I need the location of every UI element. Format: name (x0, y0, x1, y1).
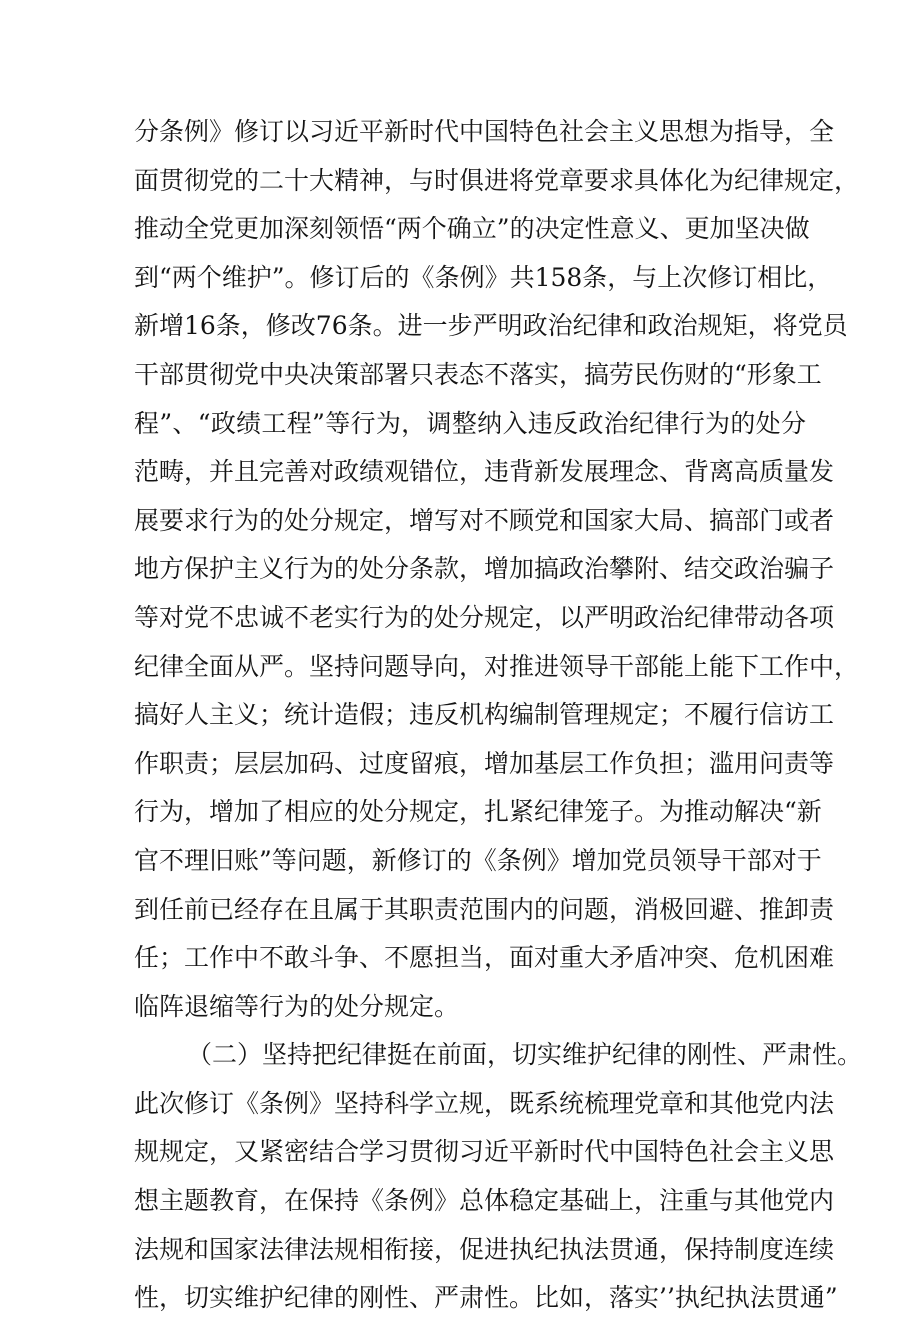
text-line: 干部贯彻党中央决策部署只表态不落实，搞劳民伤财的“形象工 (134, 359, 822, 389)
text-line: 等对党不忠诚不老实行为的处分规定，以严明政治纪律带动各项 (134, 602, 835, 632)
text-line: 任；工作中不敢斗争、不愿担当，面对重大矛盾冲突、危机困难 (134, 943, 835, 973)
text-line: 展要求行为的处分规定，增写对不顾党和国家大局、搞部门或者 (134, 505, 835, 535)
text-line: 作职责；层层加码、过度留痕，增加基层工作负担；滥用问责等 (134, 748, 835, 778)
text-line: 地方保护主义行为的处分条款，增加搞政治攀附、结交政治骗子 (134, 554, 835, 584)
text-line: 到任前已经存在且属于其职责范围内的问题，消极回避、推卸责 (134, 894, 835, 924)
text-line: 推动全党更加深刻领悟“两个确立”的决定性意义、更加坚决做 (134, 214, 810, 244)
text-line: 纪律全面从严。坚持问题导向，对推进领导干部能上能下工作中， (134, 651, 860, 681)
paragraph-end-line: 临阵退缩等行为的处分规定。 (134, 991, 460, 1021)
text-line: 到“两个维护”。修订后的《条例》共158条，与上次修订相比， (134, 262, 833, 292)
text-line: 法规和国家法律法规相衔接，促进执纪执法贯通，保持制度连续 (134, 1234, 835, 1264)
text-line: 此次修订《条例》坚持科学立规，既系统梳理党章和其他党内法 (134, 1088, 835, 1118)
text-line: 行为，增加了相应的处分规定，扎紧纪律笼子。为推动解决“新 (134, 797, 822, 827)
text-line: 面贯彻党的二十大精神，与时俱进将党章要求具体化为纪律规定， (134, 165, 860, 195)
text-line: 分条例》修订以习近平新时代中国特色社会主义思想为指导，全 (134, 117, 835, 146)
text-line: 规规定，又紧密结合学习贯彻习近平新时代中国特色社会主义思 (134, 1137, 835, 1167)
text-line: 搞好人主义；统计造假；违反机构编制管理规定；不履行信访工 (134, 700, 835, 730)
text-line: 想主题教育，在保持《条例》总体稳定基础上，注重与其他党内 (134, 1186, 835, 1216)
text-line: 官不理旧账”等问题，新修订的《条例》增加党员领导干部对于 (134, 845, 822, 875)
text-line: 新增16条，修改76条。进一步严明政治纪律和政治规矩，将党员 (134, 311, 848, 341)
text-line: 范畴，并且完善对政绩观错位，违背新发展理念、背离高质量发 (134, 457, 835, 487)
section-heading-line: （二）坚持把纪律挺在前面，切实维护纪律的刚性、严肃性。 (187, 1040, 863, 1070)
text-line: 程”、“政绩工程”等行为，调整纳入违反政治纪律行为的处分 (134, 408, 806, 438)
text-line: 性，切实维护纪律的刚性、严肃性。比如，落实’’执纪执法贯通” (134, 1283, 838, 1313)
body-text (134, 108, 863, 1323)
